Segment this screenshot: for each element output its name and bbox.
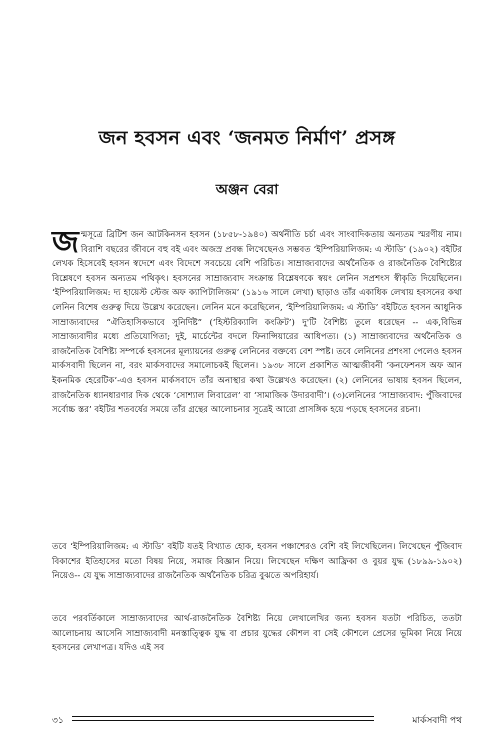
- article-author: অঞ্জন বেরা: [215, 182, 279, 198]
- paragraph-2-block: [52, 540, 462, 584]
- paragraph-1-text: ন্মসূত্রে ব্রিটিশ জন আটকিনসন হবসন (১৮৫৮-১৯৪০) অর্থনীতি চর্চা এবং সাংবাদিকতায় অন্যতম স্মরণীয় নাম। বিরাশি বছরের জীবনে বহু বই এবং অজস্র প্রবন্ধ লিখেছেনও সম্ভবত ‘ইম্পিরিয়ালিজম: এ স্টাডি’ (১৯০২) বইটির লেখক হিসেবেই হবসন স্বদেশে এবং বিদেশে সবচেয়ে বেশি পরিচিত। সাম্রাজ্যবাদের অর্থনৈতিক ও রাজনৈতিক বৈশিষ্ট্যের বিশ্লেষণে হবসন অন্যতম পথিকৃৎ। হবসনের সাম্রাজ্যবাদ সংক্রান্ত বিশ্লেষণকে স্বয়ং লেনিন সপ্রশংস স্বীকৃতি দিয়েছিলেন। ‘ইম্পিরিয়ালিজম: দ্য হায়েস্ট স্টেজ অফ ক্যাপিটালিজম’ (১৯১৬ সালে লেখা) ছাড়াও তাঁর একাধিক লেখায় হবসনের কথা লেনিন বিশেষ গুরুত্ব দিয়ে উল্লেখ করেছেন। লেনিন মনে করেছিলেন, ‘ইম্পিরিয়ালিজম: এ স্টাডি’ বইটিতে হবসন আধুনিক সাম্রাজ্যবাদের “ঐতিহাসিকভাবে সুনির্দিষ্ট” (‘হিস্টরিক্যালি কংক্রিট’) দু'টি বৈশিষ্ট্য তুলে ধরেছেন -- এক,বিভিন্ন সাম্রাজ্যবাদীর মধ্যে প্রতিযোগিতা; দুই, মার্চেন্টের বদলে ফিনান্সিয়ারের আধিপত্য। (১) সাম্রাজ্যবাদের অর্থনৈতিক ও রাজনৈতিক বৈশিষ্ট্য সম্পর্কে হবসনের মূল্যায়নের গুরুত্ব লেনিনের বক্তব্যে বেশ স্পষ্ট। তবে লেনিনের প্রশংসা পেলেও হবসন মার্কসবাদী ছিলেন না, বরং মার্কসবাদের সমালোচকই ছিলেন। ১৯৩৮ সালে প্রকাশিত আত্মজীবনী ‘কনফেশনস অফ আন ইকনমিক হেরেটিক’-এও হবসন মার্কসবাদে তাঁর অনাস্থার কথা উল্লেখও করেছেন। (২) লেনিনের ভাষায় হবসন ছিলেন, রাজনৈতিক ধ্যানধারণার দিক থেকে ‘সোশ্যাল লিবারেল’ বা ‘সামাজিক উদারবাদী’। (৩)লেনিনের ‘সাম্রাজ্যবাদ: পুঁজিবাদের সর্বোচ্চ স্তর’ বইটির শতবর্ষের সময়ে তাঁর গ্রন্থের আলোচনার সূত্রেই আরো প্রাসঙ্গিক হয়ে পড়ছে হবসনের রচনা।: [52, 230, 462, 416]
- running-title: মার্কসবাদী পথ: [412, 716, 462, 726]
- drop-cap: জ: [52, 225, 79, 260]
- article-title: জন হবসন এবং ‘জনমত নির্মাণ’ প্রসঙ্গ: [98, 127, 396, 149]
- paragraph-3-block: [52, 612, 462, 656]
- paragraph-1: [52, 225, 462, 418]
- page-footer: [52, 713, 462, 727]
- footer-rule: [72, 716, 374, 721]
- paragraph-2: তবে ‘ইম্পিরিয়ালিজম: এ স্টাডি’ বইটি যতই বিখ্যাত হোক, হবসন পঞ্চাশেরও বেশি বই লিখেছিলেন। লিখেছেন পুঁজিবাদ বিকাশের ইতিহাসের মতো বিষয় নিয়ে, সমাজ বিজ্ঞান নিয়ে। লিখেছেন দক্ষিণ আফ্রিকা ও বুয়র যুদ্ধ (১৮৯৯-১৯০২) নিয়েও-- যে যুদ্ধ সাম্রাজ্যবাদের রাজনৈতিক অর্থনৈতিক চরিত্র বুঝতে অপরিহার্য।: [52, 542, 462, 582]
- paragraph-3: তবে পরবর্তিকালে সাম্রাজ্যবাদের আর্থ-রাজনৈতিক বৈশিষ্ট্য নিয়ে লেখালেখির জন্য হবসন যতটা পরিচিত, ততটা আলোচনায় আসেনি সাম্রাজ্যবাদী মনস্তাত্ত্বিক যুদ্ধ বা প্রচার যুদ্ধের কৌশল বা সেই কৌশলে প্রেসের ভূমিকা নিয়ে নিয়ে হবসনের লেখাপত্র। যদিও এই সব: [52, 614, 462, 654]
- paragraph-1-block: [52, 225, 462, 418]
- page-number: ৩১: [52, 716, 64, 726]
